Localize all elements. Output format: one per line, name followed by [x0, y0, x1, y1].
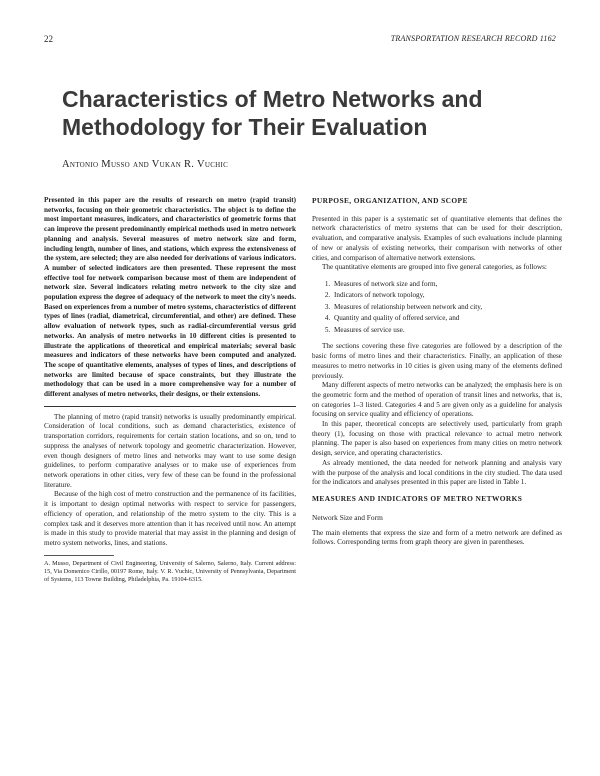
- purpose-paragraph-4: Many different aspects of metro networks can be analyzed; the emphasis here is on the geometric form and the method of operation of transit lines and networks, that is, on categories 1–3 listed. Categories 4 and 5 are given only as a guideline for analysis focusing on service quality and efficiency of operations.: [312, 381, 562, 419]
- measures-paragraph-1: The main elements that express the size and form of a metro network are defined as follows. Corresponding terms from graph theory are given in parentheses.: [312, 528, 562, 547]
- categories-list: [312, 279, 562, 337]
- subsection-heading: Network Size and Form: [312, 512, 383, 522]
- abstract-divider: [44, 406, 296, 407]
- section-heading-measures: MEASURES AND INDICATORS OF METRO NETWORKS: [312, 493, 523, 503]
- intro-paragraph-2: Because of the high cost of metro construction and the permanence of its facilities, it is important to design optimal networks with respect to service for passengers, efficiency of operation, and relationship of the metro system to the city. This is a complex task and it deserves more attention than it has received until now. An attempt is made in this study to provide material that may assist in the planning and design of metro system networks, lines, and stations.: [44, 490, 296, 547]
- authors: Antonio Musso and Vukan R. Vuchic: [62, 159, 229, 170]
- abstract: Presented in this paper are the results of research on metro (rapid transit) networks, focusing on their geometric characteristics. The object is to define the most important measures, indicators, and characteristics of geometric forms that can improve the present predominantly empirical methods used in metro network planning and analysis. Several measures of metro network size and form, including length, number of lines, and stations, which express the extensiveness of the system, are selected; they are also needed for derivations of various indicators. A number of selected indicators are then presented. These represent the most effective tool for network comparison because most of them are independent of network size. Several indicators relating metro network to the city size and population express the degree of adequacy of the network to meet the city's needs. Based on experiences from a number of metro systems, characteristics of different types of lines (radial, diametrical, circumferential, and other) are defined. These allow evaluation of network types, such as radial-circumferential versus grid networks. An analysis of metro networks in 10 different cities is presented to illustrate the applications of theoretical and empirical materials; several basic measures and indicators of these networks have been computed and analyzed. The scope of quantitative elements, analyses of types of lines, and descriptions of networks are limited because of space constraints, but they illustrate the methodology that can be used in a more comprehensive way for a number of different analyses of metro networks, their designs, or their extensions.: [44, 196, 296, 399]
- left-column: [44, 196, 296, 584]
- right-column: [312, 196, 562, 548]
- purpose-paragraph-3: The sections covering these five categories are followed by a description of the basic forms of metro lines and their characteristics. Finally, an application of these measures to metro networks in 10 cities is given using many of the elements defined previously.: [312, 342, 562, 380]
- purpose-paragraph-1: Presented in this paper is a systematic set of quantitative elements that defines the network characteristics of metro systems that can be used for their description, evaluation, and comparative analysis. Examples of such evaluations include planning of new or analysis of existing networks, their comparison with networks of other cities, and comparison of alternative network extensions.: [312, 214, 562, 262]
- purpose-paragraph-5: In this paper, theoretical concepts are selectively used, particularly from graph theory (1), focusing on those with practical relevance to actual metro network planning. The paper is also based on experiences from many cities on metro network design, service, and operating characteristics.: [312, 420, 562, 458]
- author-footnote: A. Musso, Department of Civil Engineering, University of Salerno, Salerno, Italy. Current address: 15, Via Domenico Cirillo, 00197 Rome, Italy. V. R. Vuchic, University of Pennsylvania, Department of Systems, 113 Towne Building, Philadelphia, Pa. 19104-6315.: [44, 559, 296, 583]
- page-number: 22: [44, 34, 53, 44]
- list-item: 2. Indicators of network topology,: [332, 290, 562, 302]
- purpose-paragraph-6: As already mentioned, the data needed for network planning and analysis vary with the purpose of the analysis and local conditions in the city studied. The data used for the indicators and analyses presented in this paper are listed in Table 1.: [312, 458, 562, 487]
- intro-paragraph-1: The planning of metro (rapid transit) networks is usually predominantly empirical. Consideration of local conditions, such as demand characteristics, existence of transportation corridors, requirements for certain station locations, and so on, tend to suppress the analyses of network topology and geometric characterization. However, even though designers of metro lines and networks may want to use some design guidelines, to perform comparative analyses or to make use of experiences from network operations in other cities, very few of these can be found in the professional literature.: [44, 412, 296, 489]
- list-item: 4. Quantity and quality of offered service, and: [332, 313, 562, 325]
- title-line-1: Characteristics of Metro Networks and: [62, 86, 483, 112]
- paper-title: [62, 85, 542, 141]
- running-header: TRANSPORTATION RESEARCH RECORD 1162: [390, 34, 556, 43]
- title-line-2: Methodology for Their Evaluation: [62, 114, 428, 140]
- list-item: 3. Measures of relationship between network and city,: [332, 302, 562, 314]
- section-heading-purpose: PURPOSE, ORGANIZATION, AND SCOPE: [312, 196, 468, 205]
- purpose-paragraph-2: The quantitative elements are grouped into five general categories, as follows:: [322, 263, 547, 272]
- list-item: 1. Measures of network size and form,: [332, 279, 562, 291]
- list-item: 5. Measures of service use.: [332, 325, 562, 337]
- footnote-divider: [44, 555, 114, 556]
